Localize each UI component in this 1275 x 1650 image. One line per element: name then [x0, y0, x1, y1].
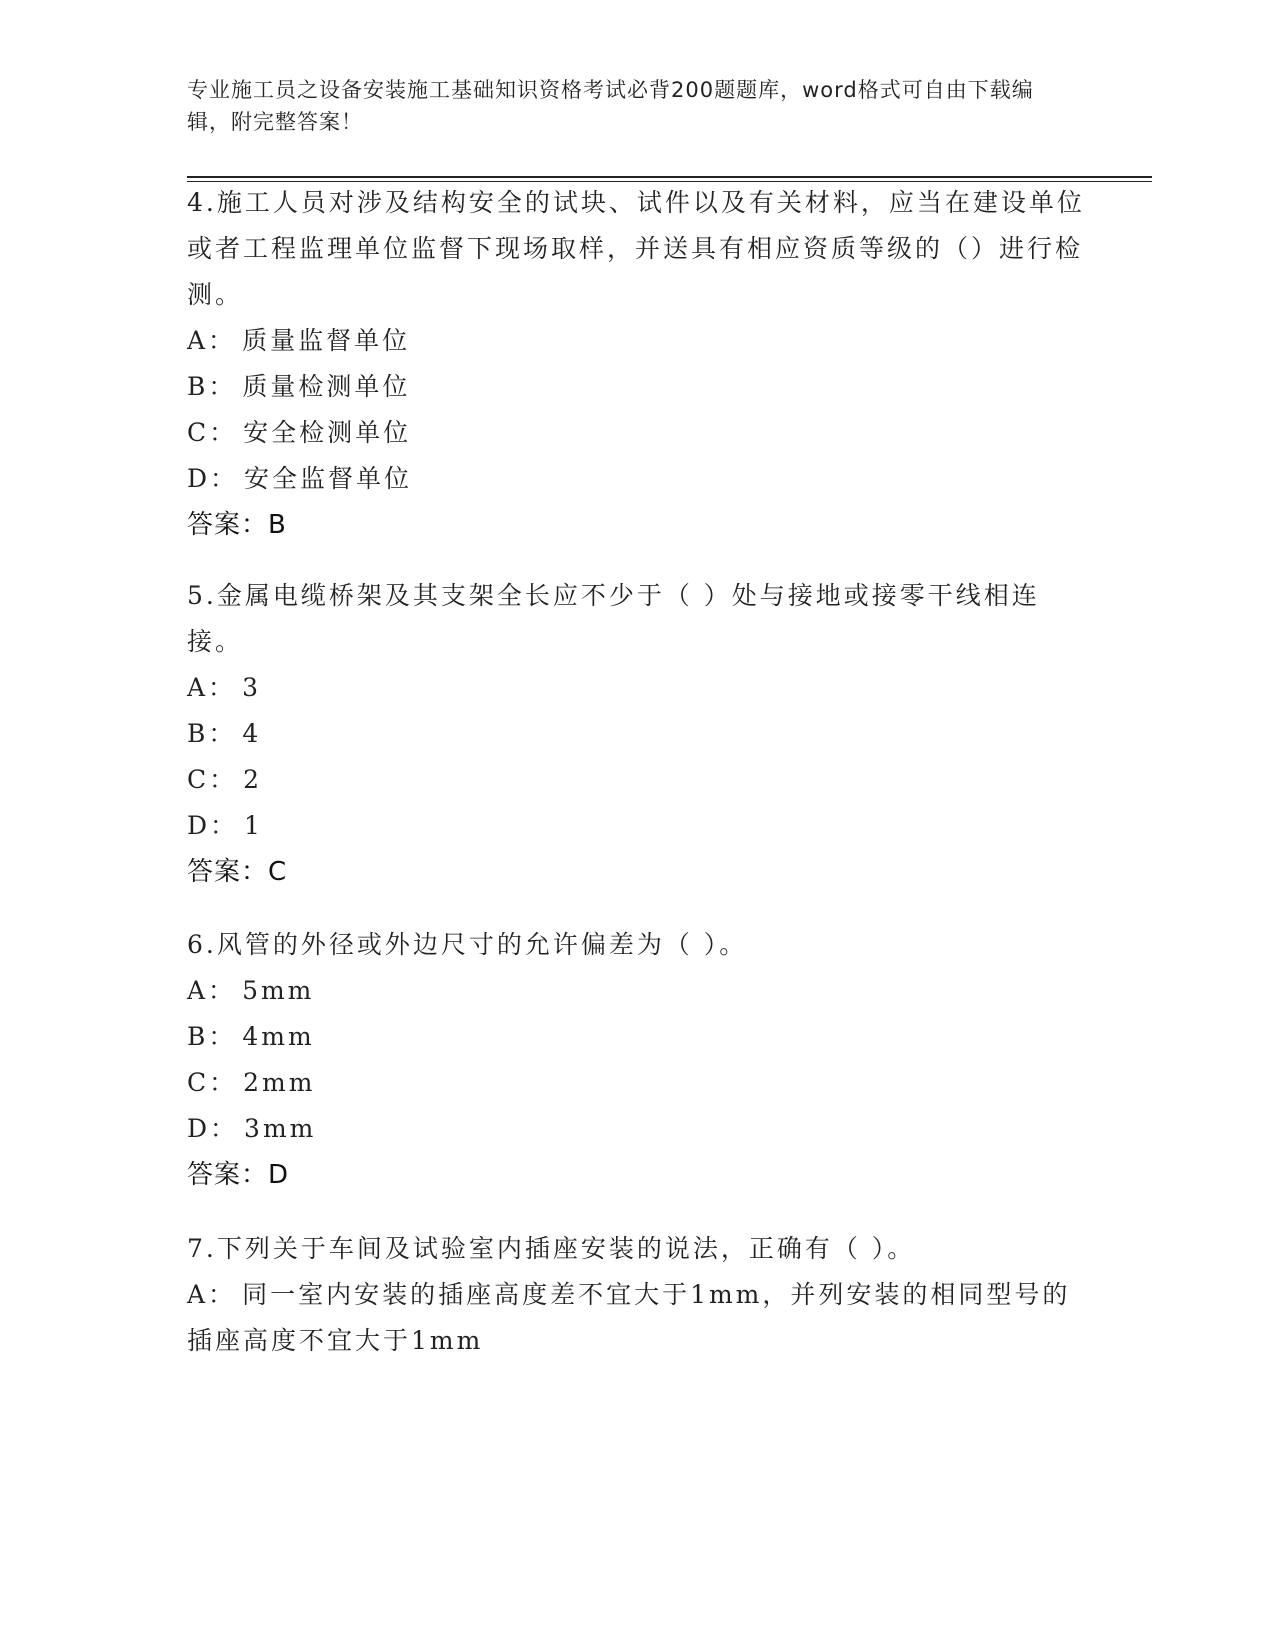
option-key: C： — [187, 1068, 238, 1097]
question-stem: 7.下列关于车间及试验室内插座安装的说法，正确有（ ）。 — [187, 1234, 916, 1263]
option-text: 2 — [243, 765, 263, 794]
option-key: D： — [187, 1114, 239, 1143]
option-text: 同一室内安装的插座高度差不宜大于1mm，并列安装的相同型号的插座高度不宜大于1mm — [187, 1280, 1071, 1355]
answer-label: 答案：B — [187, 510, 287, 540]
answer-label: 答案：C — [187, 857, 288, 887]
option-d — [187, 803, 1087, 849]
option-a — [187, 665, 1087, 711]
option-b — [187, 1014, 1087, 1060]
option-d — [187, 1106, 1087, 1152]
option-text: 3 — [242, 673, 261, 702]
question-stem: 4.施工人员对涉及结构安全的试块、试件以及有关材料，应当在建设单位或者工程监理单位监督下现场取样，并送具有相应资质等级的（）进行检测。 — [187, 188, 1085, 309]
question-7 — [187, 1226, 1087, 1364]
option-d — [187, 456, 1087, 502]
option-text: 1 — [244, 811, 263, 840]
header-divider-thick — [187, 176, 1152, 178]
option-key: A： — [187, 976, 237, 1005]
option-a — [187, 968, 1087, 1014]
option-text: 质量监督单位 — [242, 326, 411, 355]
option-key: A： — [187, 673, 237, 702]
option-key: B： — [187, 372, 237, 401]
option-text: 5mm — [242, 976, 315, 1005]
question-stem: 6.风管的外径或外边尺寸的允许偏差为（ ）。 — [187, 930, 748, 959]
option-text: 安全检测单位 — [243, 418, 412, 447]
option-key: C： — [187, 418, 238, 447]
option-c — [187, 1060, 1087, 1106]
page-header-title: 专业施工员之设备安装施工基础知识资格考试必背200题题库，word格式可自由下载编辑，附完整答案！ — [187, 78, 1034, 134]
option-text: 3mm — [244, 1114, 317, 1143]
option-a — [187, 318, 1087, 364]
question-stem: 5.金属电缆桥架及其支架全长应不少于（ ）处与接地或接零干线相连接。 — [187, 581, 1040, 656]
question-5 — [187, 573, 1087, 895]
option-key: A： — [187, 1280, 237, 1309]
option-c — [187, 757, 1087, 803]
option-key: D： — [187, 464, 239, 493]
option-key: C： — [187, 765, 238, 794]
option-a — [187, 1272, 1087, 1364]
option-text: 2mm — [243, 1068, 316, 1097]
option-text: 4 — [242, 719, 262, 748]
option-b — [187, 364, 1087, 410]
option-key: B： — [187, 719, 237, 748]
option-key: D： — [187, 811, 239, 840]
question-6 — [187, 922, 1087, 1198]
option-text: 安全监督单位 — [244, 464, 413, 493]
option-text: 4mm — [242, 1022, 315, 1051]
answer-label: 答案：D — [187, 1160, 290, 1190]
question-4 — [187, 180, 1087, 548]
option-b — [187, 711, 1087, 757]
option-key: B： — [187, 1022, 237, 1051]
option-key: A： — [187, 326, 237, 355]
option-text: 质量检测单位 — [242, 372, 411, 401]
option-c — [187, 410, 1087, 456]
